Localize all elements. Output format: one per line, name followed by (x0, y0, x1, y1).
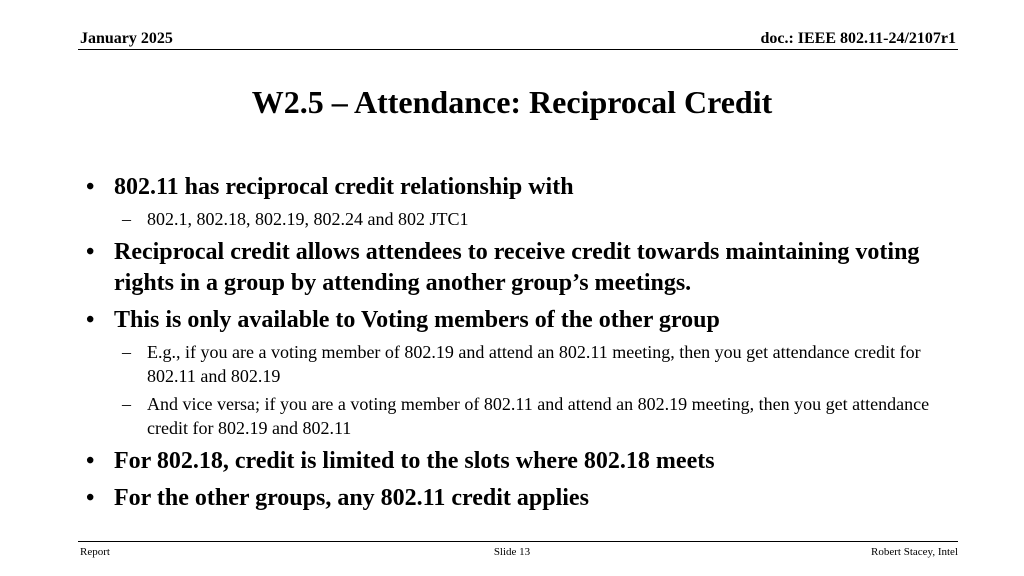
footer-left: Report (80, 546, 110, 558)
slide-title: W2.5 – Attendance: Reciprocal Credit (251, 84, 773, 120)
sub-bullet-marker: – (122, 209, 131, 229)
sub-bullet-1-1-text: 802.1, 802.18, 802.19, 802.24 and 802 JTC1 (147, 209, 469, 229)
bullet-1-text: 802.11 has reciprocal credit relationship with (114, 174, 574, 200)
bullet-3 (86, 305, 966, 336)
bullet-marker: • (86, 174, 95, 200)
header-divider (78, 49, 958, 50)
bullet-3-text: This is only available to Voting members of the other group (114, 307, 720, 333)
bullet-marker: • (86, 239, 95, 265)
header-doc-id: doc.: IEEE 802.11-24/2107r1 (760, 30, 956, 47)
bullet-2 (86, 237, 966, 299)
bullet-marker: • (86, 485, 95, 511)
footer-author: Robert Stacey, Intel (871, 546, 958, 558)
bullet-marker: • (86, 307, 95, 333)
sub-bullet-marker: – (122, 394, 131, 414)
bullet-marker: • (86, 448, 95, 474)
bullet-1 (86, 172, 966, 203)
footer-slide-number: Slide 13 (493, 546, 531, 558)
sub-bullet-3-1-text: E.g., if you are a voting member of 802.19 and attend an 802.11 meeting, then you get attendance credit for 802.11 and 802.19 (147, 342, 921, 386)
bullet-4 (86, 446, 966, 477)
sub-bullet-3-2-text: And vice versa; if you are a voting member of 802.11 and attend an 802.19 meeting, then you get attendance credit for 802.19 and 802.11 (147, 394, 930, 438)
sub-bullet-3-1 (86, 340, 966, 388)
header-date: January 2025 (80, 30, 173, 47)
bullet-5-text: For the other groups, any 802.11 credit applies (114, 485, 589, 511)
footer-divider (78, 541, 958, 542)
slide-body (86, 172, 966, 520)
sub-bullet-marker: – (122, 342, 131, 362)
sub-bullet-1-1 (86, 207, 966, 231)
bullet-2-text: Reciprocal credit allows attendees to receive credit towards maintaining voting rights in a group by attending another group’s meetings. (114, 239, 920, 296)
sub-bullet-3-2 (86, 392, 966, 440)
bullet-4-text: For 802.18, credit is limited to the slots where 802.18 meets (114, 448, 715, 474)
bullet-5 (86, 483, 966, 514)
